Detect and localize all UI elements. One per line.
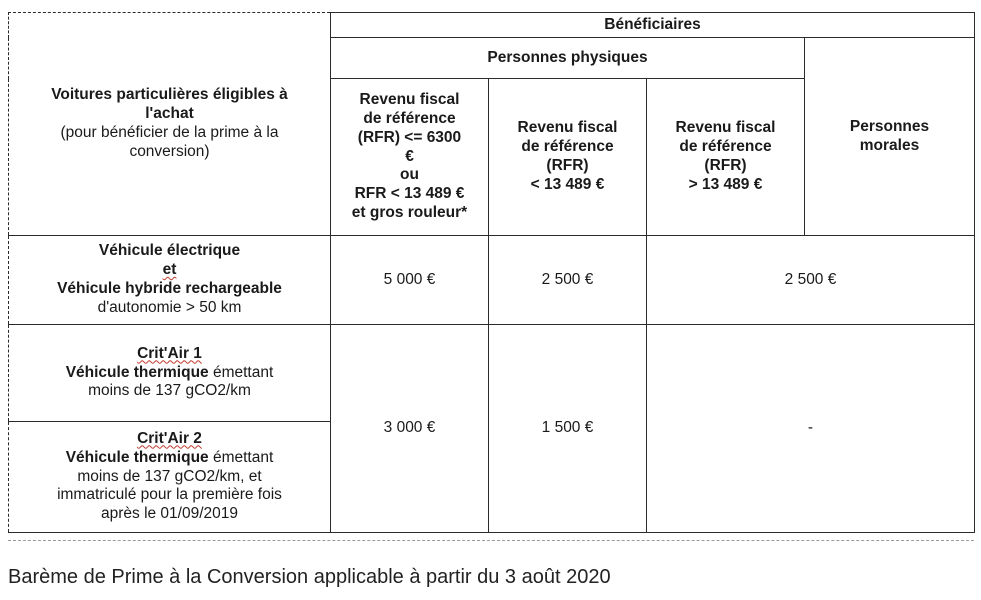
rfr-6300-line-7: et gros rouleur* — [351, 204, 468, 222]
individuals-header: Personnes physiques — [331, 38, 805, 79]
thermal-amount-others: - — [647, 325, 975, 533]
critair1-bold: Véhicule thermique — [65, 363, 209, 381]
prime-conversion-table — [8, 12, 975, 533]
rfr-lt-13489-header — [489, 79, 647, 236]
rfr-gt-line-3: (RFR) — [704, 157, 747, 174]
critair2-line-5: après le 01/09/2019 — [100, 505, 239, 523]
electric-line-3: Véhicule hybride rechargeable — [57, 280, 282, 297]
table-caption: Barème de Prime à la Conversion applicable à partir du 3 août 2020 — [8, 566, 611, 588]
electric-vehicle-cell — [9, 236, 331, 325]
rfr-6300-line-6: RFR < 13 489 € — [354, 185, 465, 203]
electric-amount-rfr-lt-13489: 2 500 € — [489, 236, 647, 325]
critair2-line-3: moins de 137 gCO2/km, et — [77, 467, 262, 485]
rfr-6300-line-1: Revenu fiscal — [359, 90, 460, 108]
rfr-6300-line-2: de référence — [363, 109, 456, 127]
thermal-amount-rfr-6300: 3 000 € — [331, 325, 489, 533]
eligible-vehicles-note-2: conversion) — [129, 142, 210, 160]
legal-entities-line-2: morales — [859, 136, 920, 154]
legal-entities-header — [805, 38, 975, 236]
rfr-gt-line-4: > 13 489 € — [688, 175, 763, 193]
electric-line-1: Véhicule électrique — [98, 242, 241, 260]
rfr-gt-line-1: Revenu fiscal — [675, 119, 776, 137]
critair2-line-4: immatriculé pour la première fois — [57, 486, 282, 504]
critair1-line-3: moins de 137 gCO2/km — [88, 382, 251, 400]
rfr-gt-line-2: de référence — [679, 138, 772, 156]
critair1-title: Crit'Air 1 — [137, 344, 202, 362]
rfr-lt-line-2: de référence — [521, 138, 614, 156]
rfr-lt-line-4: < 13 489 € — [530, 175, 605, 193]
rfr-6300-line-5: ou — [400, 166, 419, 184]
critair1-rest: émettant — [208, 363, 274, 381]
eligible-vehicles-note-1: (pour bénéficier de la prime à la — [60, 124, 279, 141]
table-row — [9, 325, 975, 422]
rfr-6300-header — [331, 79, 489, 236]
electric-line-2: et — [162, 261, 177, 279]
critair2-title: Crit'Air 2 — [137, 429, 202, 447]
eligible-vehicles-title-1: Voitures particulières éligibles à — [51, 86, 288, 104]
eligible-vehicles-header — [9, 13, 331, 236]
electric-amount-rfr-6300: 5 000 € — [331, 236, 489, 325]
beneficiaries-header: Bénéficiaires — [331, 13, 975, 38]
caption-divider — [8, 540, 974, 541]
rfr-gt-13489-header — [647, 79, 805, 236]
rfr-6300-line-4: € — [405, 147, 414, 165]
electric-line-4: d'autonomie > 50 km — [97, 298, 242, 316]
rfr-6300-line-3: (RFR) <= 6300 — [357, 128, 462, 146]
rfr-lt-line-1: Revenu fiscal — [517, 119, 618, 137]
thermal-amount-rfr-lt-13489: 1 500 € — [489, 325, 647, 533]
critair1-cell — [9, 325, 331, 422]
rfr-lt-line-3: (RFR) — [546, 157, 589, 174]
eligible-vehicles-title-2: l'achat — [145, 105, 194, 123]
critair2-cell — [9, 422, 331, 533]
legal-entities-line-1: Personnes — [849, 117, 930, 135]
critair2-bold: Véhicule thermique — [65, 448, 209, 466]
electric-amount-others: 2 500 € — [647, 236, 975, 325]
critair2-rest: émettant — [208, 448, 274, 466]
table-row — [9, 236, 975, 325]
